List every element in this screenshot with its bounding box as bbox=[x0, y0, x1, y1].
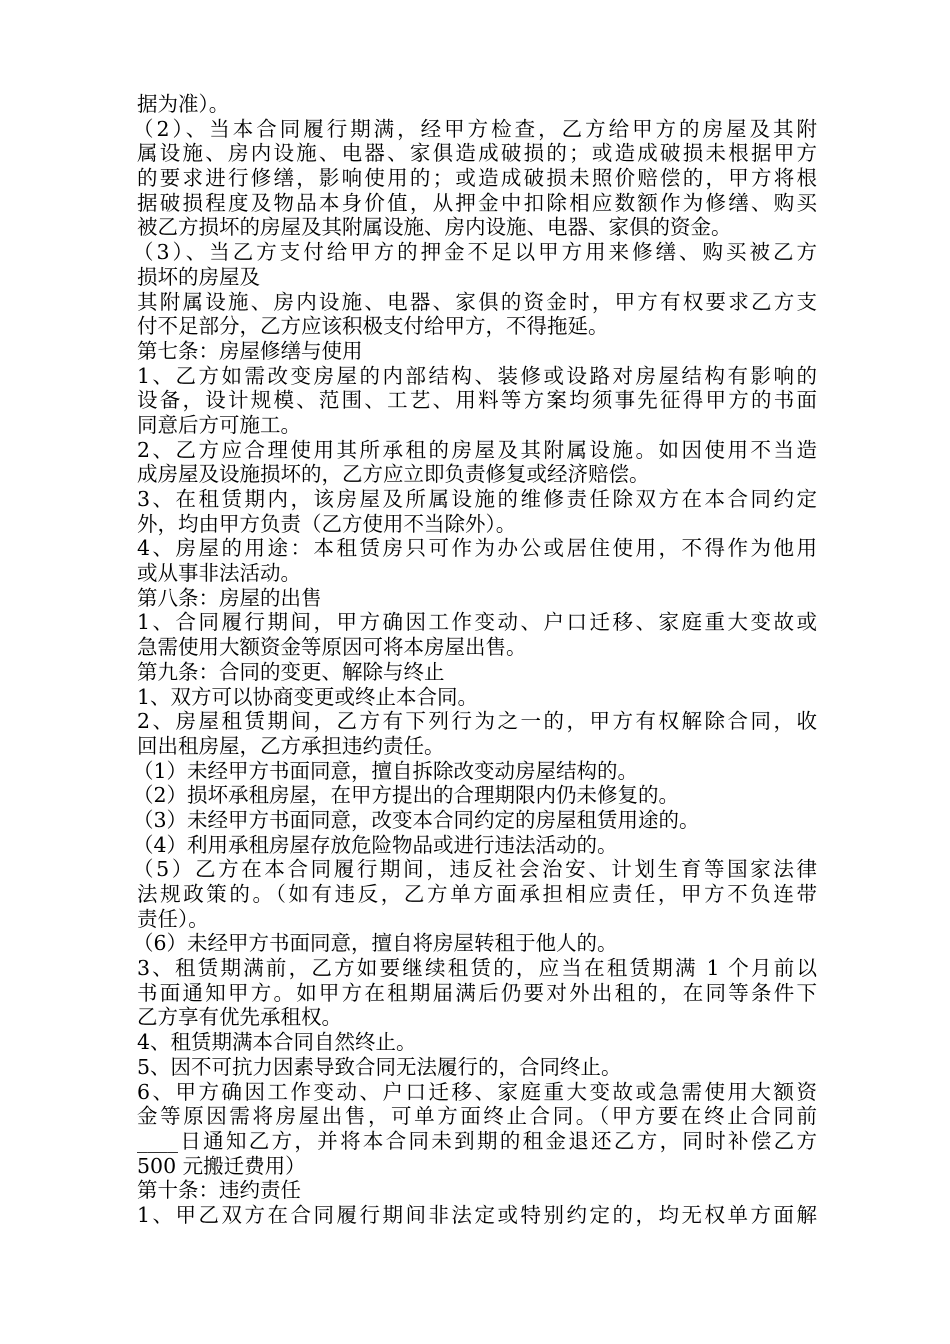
text-line: 的要求进行修缮，影响使用的；或造成破损未照价赔偿的，甲方将根 bbox=[137, 166, 817, 191]
text-line: 成房屋及设施损坏的，乙方应立即负责修复或经济赔偿。 bbox=[137, 462, 650, 487]
text-line: 4、房屋的用途：本租赁房只可作为办公或居住使用，不得作为他用 bbox=[137, 536, 817, 561]
text-line: 责任）。 bbox=[137, 906, 209, 931]
text-line: 设备，设计规模、范围、工艺、用料等方案均须事先征得甲方的书面 bbox=[137, 388, 817, 413]
text-line: 被乙方损坏的房屋及其附属设施、房内设施、电器、家俱的资金。 bbox=[137, 215, 732, 240]
text-line: 付不足部分，乙方应该积极支付给甲方，不得拖延。 bbox=[137, 314, 609, 339]
text-line: 据破损程度及物品本身价值，从押金中扣除相应数额作为修缮、购买 bbox=[137, 190, 817, 215]
text-line: （2）损坏承租房屋，在甲方提出的合理期限内仍未修复的。 bbox=[133, 783, 680, 808]
text-line: （3）、当乙方支付给甲方的押金不足以甲方用来修缮、购买被乙方 bbox=[133, 240, 817, 265]
text-line: 急需使用大额资金等原因可将本房屋出售。 bbox=[137, 635, 527, 660]
text-line: 属设施、房内设施、电器、家俱造成破损的；或造成破损未根据甲方 bbox=[137, 141, 817, 166]
document-page bbox=[133, 92, 817, 1228]
text-line: 金等原因需将房屋出售，可单方面终止合同。（甲方要在终止合同前 bbox=[137, 1104, 817, 1129]
text-line: 其附属设施、房内设施、电器、家俱的资金时，甲方有权要求乙方支 bbox=[137, 289, 817, 314]
text-line: 据为准）。 bbox=[137, 92, 230, 116]
text-line: 2、房屋租赁期间，乙方有下列行为之一的，甲方有权解除合同，收 bbox=[137, 709, 817, 734]
text-line: 3、在租赁期内，该房屋及所属设施的维修责任除双方在本合同约定 bbox=[137, 487, 817, 511]
text-line: 第七条：房屋修缮与使用 bbox=[137, 338, 363, 363]
text-line: 回出租房屋，乙方承担违约责任。 bbox=[137, 733, 445, 758]
text-line: （5）乙方在本合同履行期间，违反社会治安、计划生育等国家法律 bbox=[133, 857, 817, 882]
text-line: 外，均由甲方负责（乙方使用不当除外）。 bbox=[137, 511, 517, 536]
text-line: 1、合同履行期间，甲方确因工作变动、户口迁移、家庭重大变故或 bbox=[137, 610, 817, 635]
text-line: 第九条：合同的变更、解除与终止 bbox=[137, 659, 445, 684]
text-line: ____日通知乙方，并将本合同未到期的租金退还乙方，同时补偿乙方 bbox=[137, 1128, 817, 1153]
text-line: 法规政策的。（如有违反，乙方单方面承担相应责任，甲方不负连带 bbox=[137, 882, 817, 906]
text-line: （2）、当本合同履行期满，经甲方检查，乙方给甲方的房屋及其附 bbox=[133, 116, 817, 141]
text-line: 2、乙方应合理使用其所承租的房屋及其附属设施。如因使用不当造 bbox=[137, 437, 817, 462]
text-line: 6、甲方确因工作变动、户口迁移、家庭重大变故或急需使用大额资 bbox=[137, 1079, 817, 1104]
text-line: 损坏的房屋及 bbox=[137, 264, 260, 289]
text-line: 1、双方可以协商变更或终止本合同。 bbox=[137, 684, 479, 709]
text-line: 第十条：违约责任 bbox=[137, 1178, 301, 1203]
text-line: 1、乙方如需改变房屋的内部结构、装修或设路对房屋结构有影响的 bbox=[137, 363, 817, 388]
text-line: 1、甲乙双方在合同履行期间非法定或特别约定的，均无权单方面解 bbox=[137, 1202, 817, 1227]
text-line: （6）未经甲方书面同意，擅自将房屋转租于他人的。 bbox=[133, 931, 618, 956]
text-line: 第八条：房屋的出售 bbox=[137, 585, 322, 610]
text-line: 或从事非法活动。 bbox=[137, 561, 301, 586]
text-line: 同意后方可施工。 bbox=[137, 412, 301, 437]
text-line: （3）未经甲方书面同意，改变本合同约定的房屋租赁用途的。 bbox=[133, 807, 700, 832]
text-line: （1）未经甲方书面同意，擅自拆除改变动房屋结构的。 bbox=[133, 758, 639, 783]
text-line: 书面通知甲方。如甲方在租期届满后仍要对外出租的，在同等条件下 bbox=[137, 980, 817, 1005]
text-line: （4）利用承租房屋存放危险物品或进行违法活动的。 bbox=[133, 832, 618, 857]
text-line: 500 元搬迁费用） bbox=[137, 1153, 306, 1178]
text-line: 3、租赁期满前，乙方如要继续租赁的，应当在租赁期满 1 个月前以 bbox=[137, 956, 817, 981]
text-line: 4、租赁期满本合同自然终止。 bbox=[137, 1030, 417, 1055]
text-line: 5、因不可抗力因素导致合同无法履行的，合同终止。 bbox=[137, 1054, 622, 1079]
text-line: 乙方享有优先承租权。 bbox=[137, 1005, 342, 1030]
